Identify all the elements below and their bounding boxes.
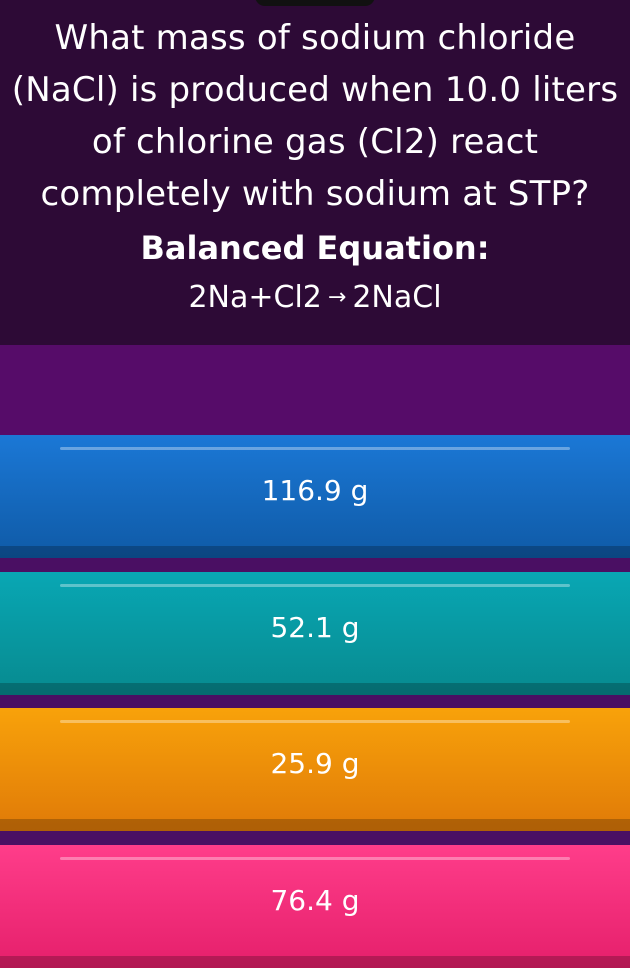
highlight-line (60, 720, 570, 723)
answer-label: 76.4 g (270, 884, 360, 917)
highlight-line (60, 447, 570, 450)
answer-label: 116.9 g (261, 474, 369, 507)
answer-option-3[interactable] (0, 708, 630, 831)
divider-band (0, 345, 630, 435)
reaction-arrow-icon: → (327, 285, 347, 310)
question-text: What mass of sodium chloride (NaCl) is produced when 10.0 liters of chlorine gas (Cl2) react completely with sodium at STP? (11, 18, 619, 214)
highlight-line (60, 857, 570, 860)
answer-option-1[interactable] (0, 435, 630, 558)
equation-products: 2NaCl (352, 280, 442, 315)
question-panel (0, 0, 630, 345)
answer-option-2[interactable] (0, 572, 630, 695)
answer-option-4[interactable] (0, 845, 630, 968)
balanced-equation (0, 278, 630, 321)
equation-reactants: 2Na+Cl2 (188, 280, 322, 315)
camera-notch (255, 0, 375, 6)
answer-label: 25.9 g (270, 747, 360, 780)
highlight-line (60, 584, 570, 587)
equation-label: Balanced Equation: (140, 229, 490, 267)
answer-label: 52.1 g (270, 611, 360, 644)
